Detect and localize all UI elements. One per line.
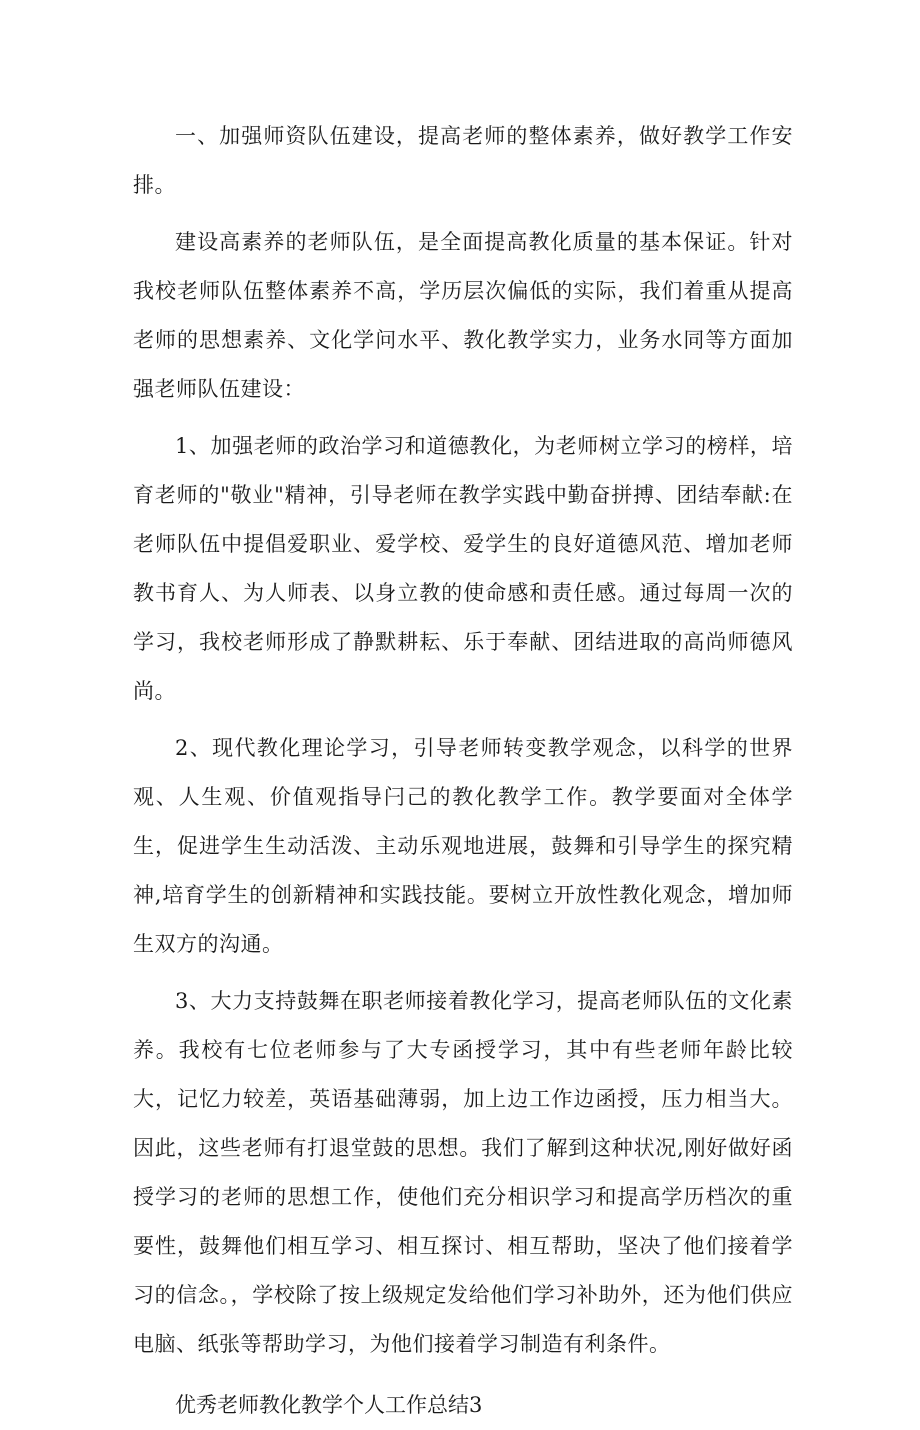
paragraph-4: 2、现代教化理论学习，引导老师转变教学观念，以科学的世界观、人生观、价值观指导闩己的教化教学工作。教学要面对全体学生，促进学生生动活泼、主动乐观地进展，鼓舞和引导学生的探究精神,培育学生的创新精神和实践技能。要树立开放性教化观念，增加师生双方的沟通。: [133, 736, 793, 956]
paragraph-gap: [133, 414, 793, 422]
paragraph-gap: [133, 716, 793, 724]
paragraph-2: 建设高素养的老师队伍，是全面提高教化质量的基本保证。针对我校老师队伍整体素养不高，学历层次偏低的实际，我们着重从提高老师的思想素养、文化学问水平、教化教学实力，业务水同等方面加强老师队伍建设：: [133, 230, 793, 401]
paragraph-gap: [133, 969, 793, 977]
document-body: [133, 112, 793, 1430]
section-heading: 优秀老师教化教学个人工作总结3: [175, 1393, 483, 1417]
paragraph-1: 一、加强师资队伍建设，提高老师的整体素养，做好教学工作安排。: [133, 124, 793, 197]
paragraph-3: 1、加强老师的政治学习和道德教化，为老师树立学习的榜样，培育老师的"敬业"精神，引导老师在教学实践中勤奋拼搏、团结奉献:在老师队伍中提倡爱职业、爱学校、爱学生的良好道德风范、增加老师教书育人、为人师表、以身立教的使命感和责任感。通过每周一次的学习，我校老师形成了静默耕耘、乐于奉献、团结进取的高尚师德风尚。: [133, 434, 793, 703]
paragraph-gap: [133, 210, 793, 218]
paragraph-5: 3、大力支持鼓舞在职老师接着教化学习，提高老师队伍的文化素养。我校有七位老师参与了大专函授学习，其中有些老师年龄比较大，记忆力较差，英语基础薄弱，加上边工作边函授，压力相当大。因此，这些老师有打退堂鼓的思想。我们了解到这种状况,刚好做好函授学习的老师的思想工作，使他们充分相识学习和提高学历档次的重要性，鼓舞他们相互学习、相互探讨、相互帮助，坚决了他们接着学习的信念。，学校除了按上级规定发给他们学习补助外，还为他们供应电脑、纸张等帮助学习，为他们接着学习制造有利条件。: [133, 989, 793, 1356]
paragraph-gap: [133, 1369, 793, 1377]
